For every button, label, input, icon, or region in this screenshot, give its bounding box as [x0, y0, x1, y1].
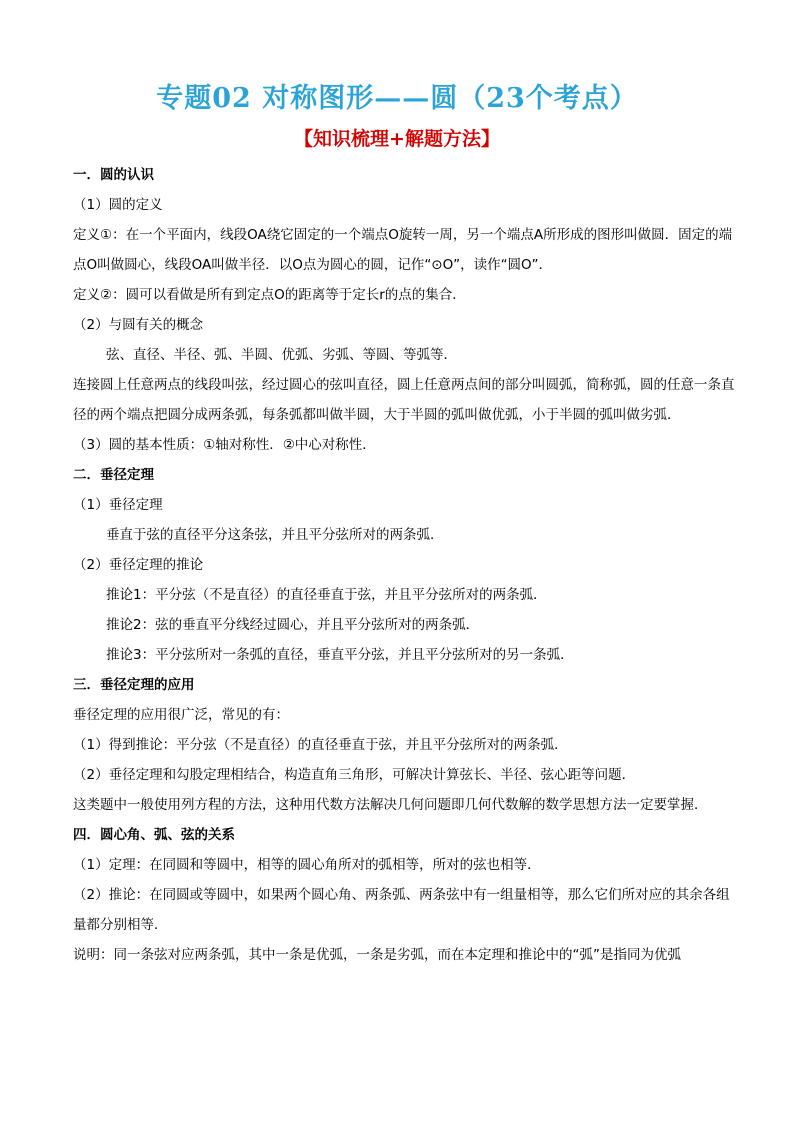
corollary-2: 推论2：弦的垂直平分线经过圆心，并且平分弦所对的两条弧．	[106, 617, 480, 633]
corollary-3: 推论3：平分弦所对一条弧的直径，垂直平分弦，并且平分弦所对的另一条弧．	[106, 647, 574, 663]
subsection-1-1: （1）圆的定义	[73, 197, 163, 213]
definition-2: 定义②：圆可以看做是所有到定点O的距离等于定长r的点的集合．	[73, 287, 466, 303]
section-heading-2: 二．垂径定理	[73, 467, 154, 483]
theorem-4-2: （2）推论：在同圆或等圆中，如果两个圆心角、两条弧、两条弦中有一组量相等，那么它们所对应的其余各组量都分别相等．	[73, 887, 730, 933]
note: 说明：同一条弦对应两条弧，其中一条是优弧，一条是劣弧，而在本定理和推论中的“弧”是指同为优弧	[73, 947, 681, 963]
section-heading-1: 一．圆的认识	[73, 167, 154, 183]
page-title: 专题02 对称图形——圆（23个考点）	[156, 83, 638, 114]
definition-1: 定义①：在一个平面内，线段OA绕它固定的一个端点O旋转一周，另一个端点A所形成的图形叫做圆．固定的端点O叫做圆心，线段OA叫做半径．以O点为圆心的圆，记作“⊙O”，读作“圆O”．	[73, 227, 733, 273]
subsection-1-3: （3）圆的基本性质：①轴对称性．②中心对称性．	[73, 437, 376, 453]
application-3: 这类题中一般使用列方程的方法，这种用代数方法解决几何问题即几何代数解的数学思想方法一定要掌握．	[73, 797, 708, 813]
concept-description: 连接圆上任意两点的线段叫弦，经过圆心的弦叫直径，圆上任意两点间的部分叫圆弧，简称弧，圆的任意一条直径的两个端点把圆分成两条弧，每条弧都叫做半圆，大于半圆的弧叫做优弧，小于半圆的弧叫做劣弧．	[73, 377, 735, 423]
page-subtitle: 【知识梳理+解题方法】	[294, 128, 500, 150]
concept-list: 弦、直径、半径、弧、半圆、优弧、劣弧、等圆、等弧等．	[106, 347, 457, 363]
application-intro: 垂径定理的应用很广泛，常见的有：	[73, 707, 289, 723]
corollary-1: 推论1：平分弦（不是直径）的直径垂直于弦，并且平分弦所对的两条弧．	[106, 587, 547, 603]
section-heading-3: 三．垂径定理的应用	[73, 677, 195, 693]
subsection-1-2: （2）与圆有关的概念	[73, 317, 204, 333]
document-body	[73, 160, 743, 970]
theorem-4-1: （1）定理：在同圆和等圆中，相等的圆心角所对的弧相等，所对的弦也相等．	[73, 857, 541, 873]
subsection-2-1: （1）垂径定理	[73, 497, 163, 513]
theorem-statement: 垂直于弦的直径平分这条弦，并且平分弦所对的两条弧．	[106, 527, 444, 543]
application-2: （2）垂径定理和勾股定理相结合，构造直角三角形，可解决计算弦长、半径、弦心距等问题．	[73, 767, 636, 783]
section-heading-4: 四．圆心角、弧、弦的关系	[73, 827, 235, 843]
subsection-2-2: （2）垂径定理的推论	[73, 557, 204, 573]
application-1: （1）得到推论：平分弦（不是直径）的直径垂直于弦，并且平分弦所对的两条弧．	[73, 737, 568, 753]
